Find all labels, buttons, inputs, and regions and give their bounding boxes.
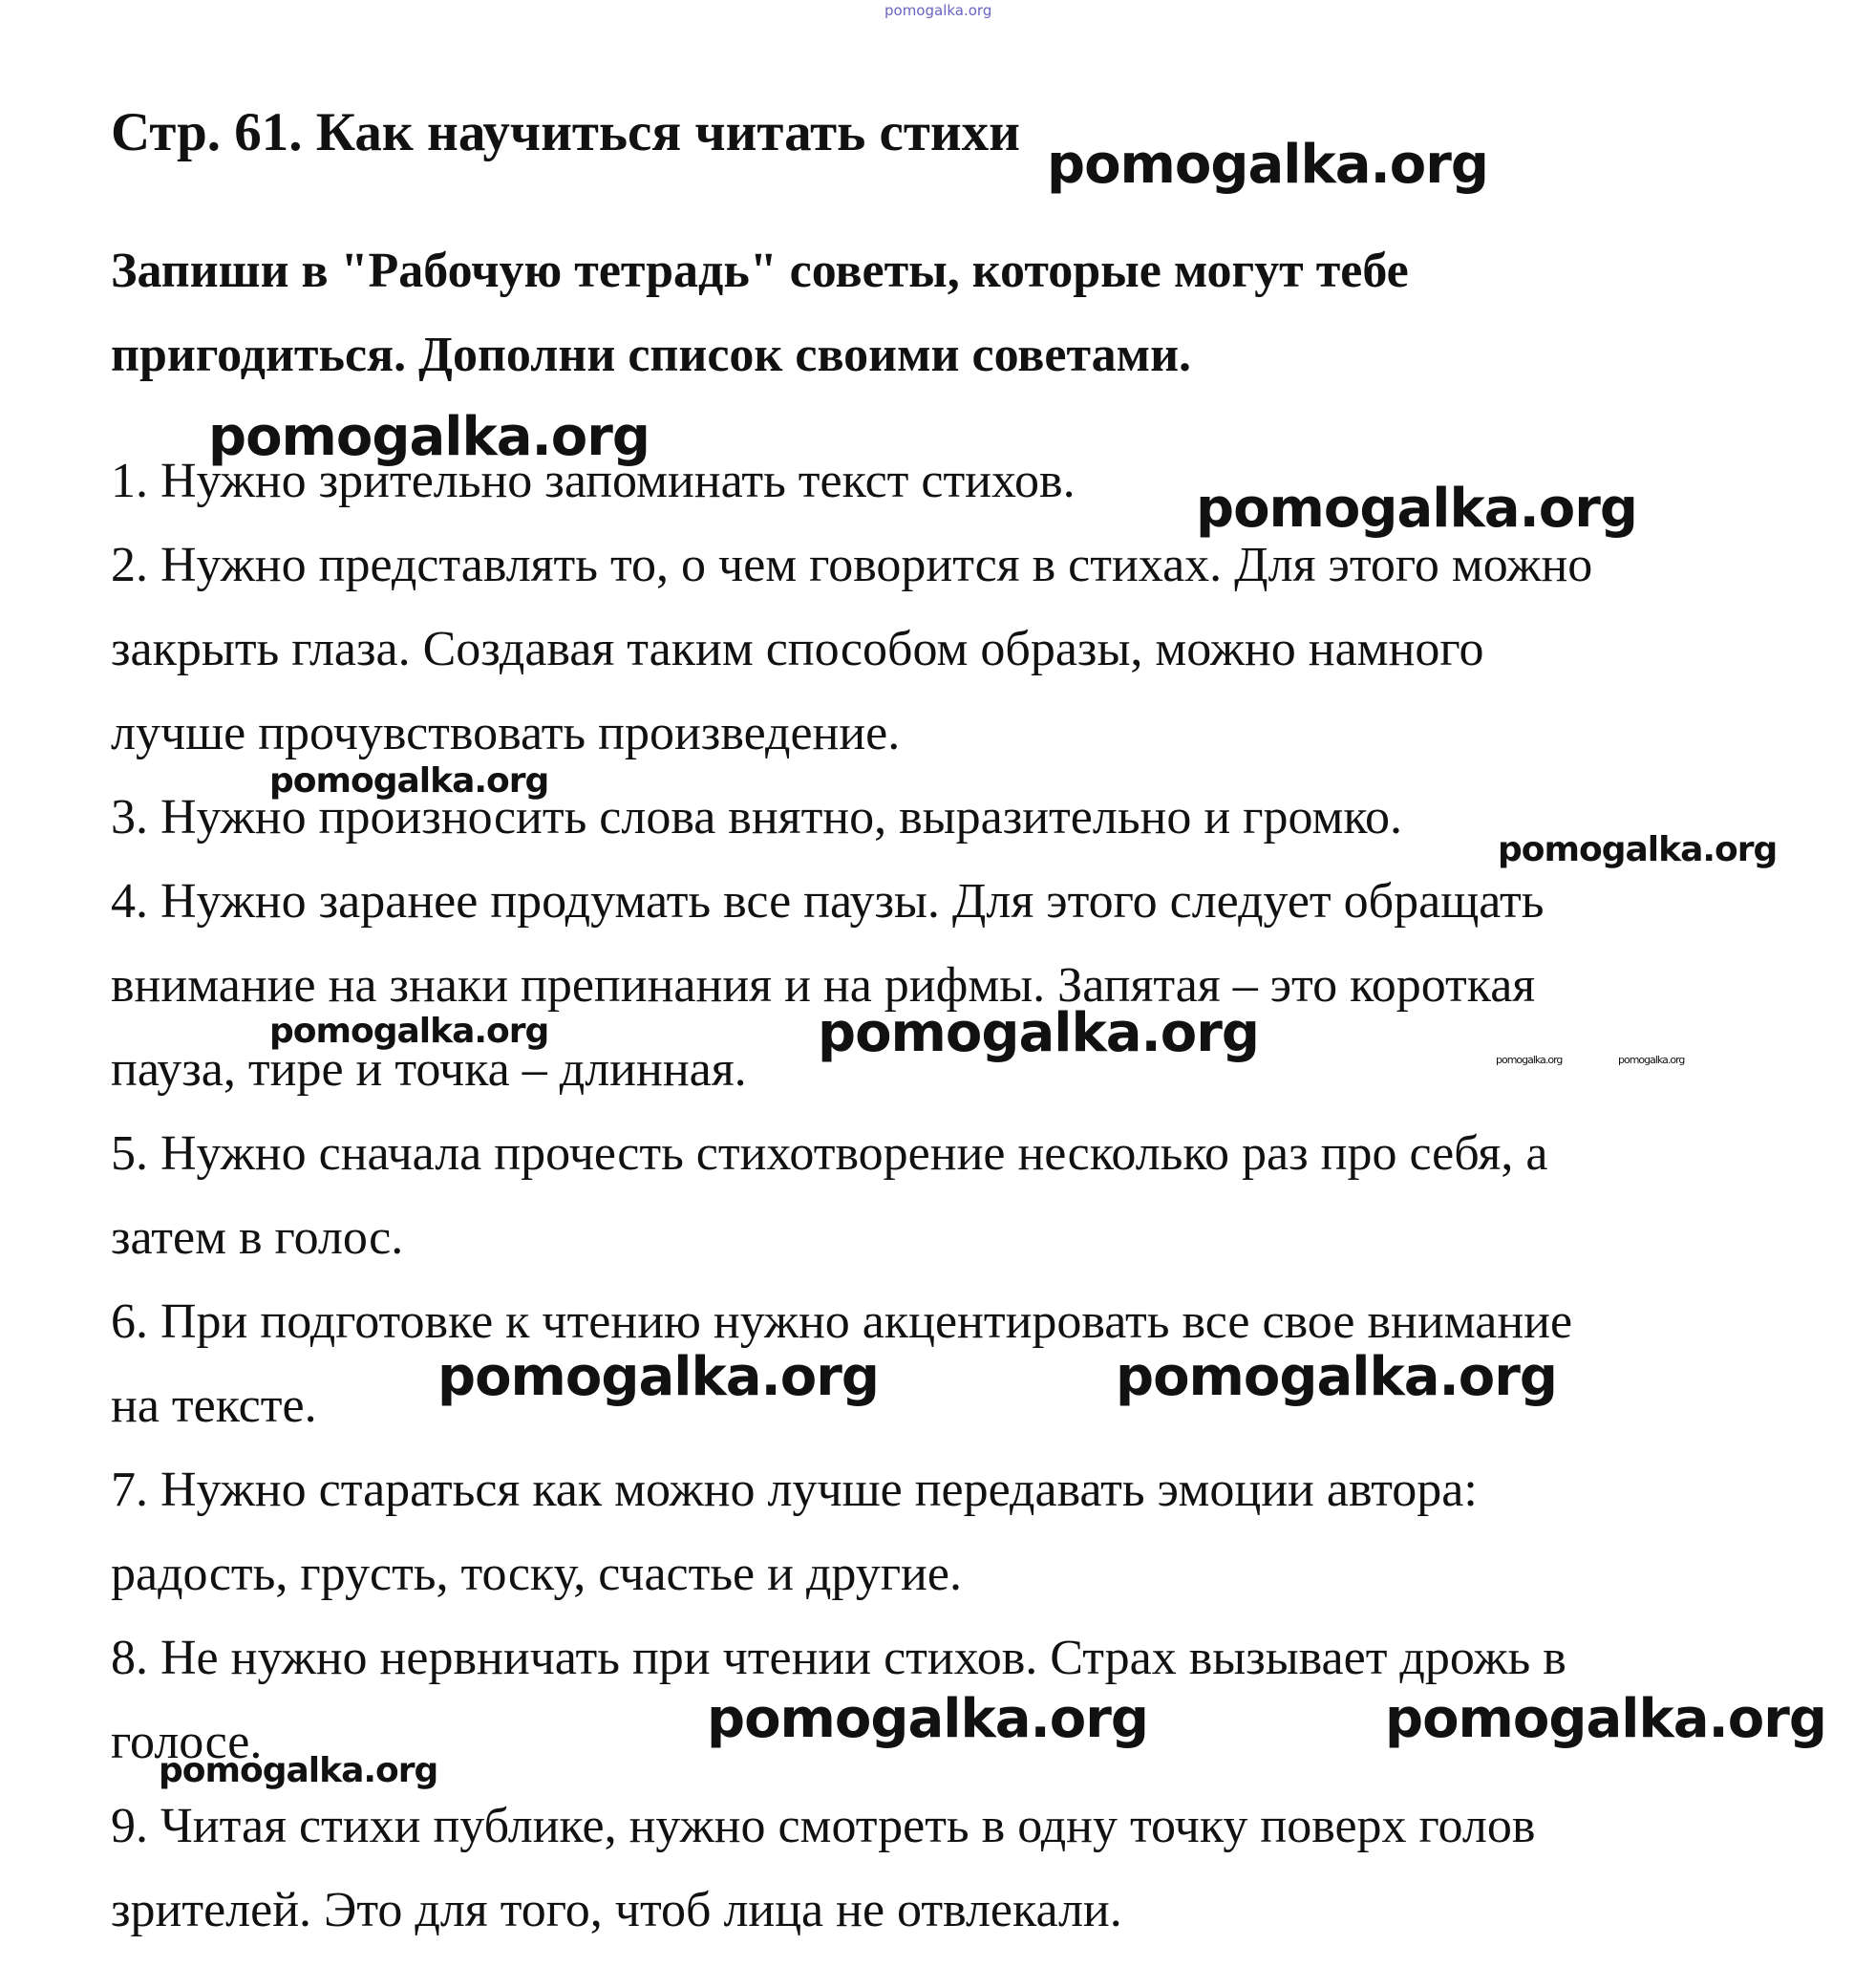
- watermark: pomogalka.org: [1498, 830, 1778, 869]
- tip-6-line-1: 6. При подготовке к чтению нужно акцентировать все свое внимание: [111, 1294, 1573, 1349]
- watermark: pomogalka.org: [1618, 1054, 1685, 1066]
- tip-8-line-1: 8. Не нужно нервничать при чтении стихов. Страх вызывает дрожь в: [111, 1631, 1566, 1685]
- watermark: pomogalka.org: [818, 1002, 1259, 1064]
- page-title: Стр. 61. Как научиться читать стихи: [111, 102, 1021, 162]
- watermark: pomogalka.org: [208, 406, 650, 468]
- page-header-watermark: pomogalka.org: [884, 2, 992, 19]
- tip-4-line-2: внимание на знаки препинания и на рифмы. Запятая – это короткая: [111, 958, 1536, 1013]
- tip-7-line-1: 7. Нужно стараться как можно лучше передавать эмоции автора:: [111, 1463, 1478, 1517]
- watermark: pomogalka.org: [269, 1012, 549, 1051]
- tip-2-line-3: лучше прочувствовать произведение.: [111, 706, 901, 760]
- watermark: pomogalka.org: [159, 1751, 438, 1790]
- tip-9-line-1: 9. Читая стихи публике, нужно смотреть в одну точку поверх голов: [111, 1799, 1536, 1853]
- tip-6-line-2: на тексте.: [111, 1379, 317, 1433]
- watermark: pomogalka.org: [707, 1688, 1148, 1750]
- tip-2-line-1: 2. Нужно представлять то, о чем говорится в стихах. Для этого можно: [111, 538, 1593, 592]
- watermark: pomogalka.org: [1496, 1054, 1563, 1066]
- watermark: pomogalka.org: [1047, 134, 1488, 196]
- task-line-1: Запиши в "Рабочую тетрадь" советы, которые могут тебе: [111, 244, 1409, 298]
- task-line-2: пригодиться. Дополни список своими советами.: [111, 328, 1192, 382]
- watermark: pomogalka.org: [437, 1346, 879, 1408]
- tip-3-line-1: 3. Нужно произносить слова внятно, выразительно и громко.: [111, 790, 1403, 844]
- tip-2-line-2: закрыть глаза. Создавая таким способом образы, можно намного: [111, 622, 1484, 676]
- tip-7-line-2: радость, грусть, тоску, счастье и другие.: [111, 1547, 962, 1601]
- tip-1-line-1: 1. Нужно зрительно запоминать текст стихов.: [111, 454, 1076, 508]
- watermark: pomogalka.org: [1385, 1688, 1826, 1750]
- tip-9-line-2: зрителей. Это для того, чтоб лица не отвлекали.: [111, 1883, 1122, 1937]
- watermark: pomogalka.org: [1196, 478, 1637, 540]
- tip-4-line-1: 4. Нужно заранее продумать все паузы. Для этого следует обращать: [111, 874, 1545, 929]
- watermark: pomogalka.org: [269, 761, 549, 801]
- watermark: pomogalka.org: [1116, 1346, 1557, 1408]
- task-instructions: [111, 229, 1754, 397]
- tip-4-line-3: пауза, тире и точка – длинная.: [111, 1042, 747, 1097]
- tip-5-line-2: затем в голос.: [111, 1210, 404, 1265]
- tip-8-line-2: голосе.: [111, 1715, 263, 1769]
- tip-5-line-1: 5. Нужно сначала прочесть стихотворение несколько раз про себя, а: [111, 1126, 1548, 1181]
